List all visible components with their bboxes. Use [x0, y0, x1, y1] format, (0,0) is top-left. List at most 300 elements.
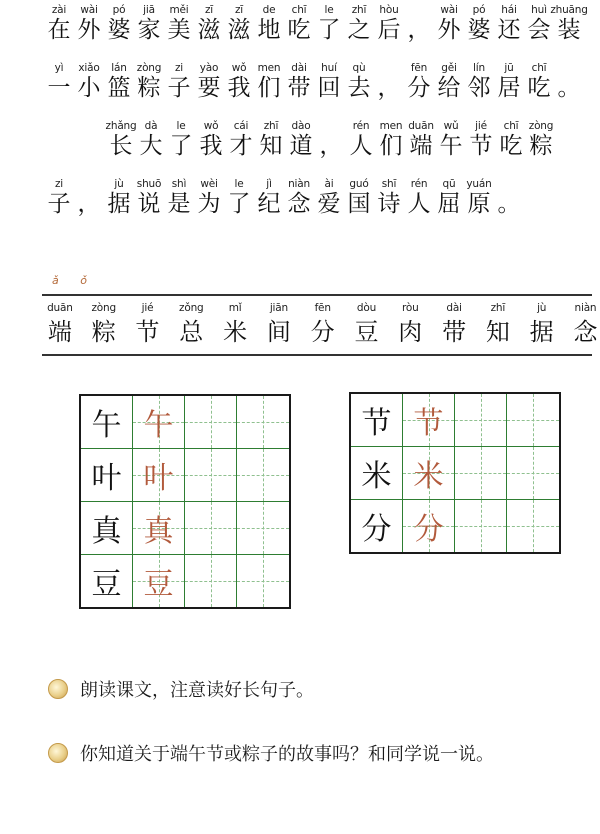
passage-token: [44, 62, 74, 102]
hanzi: 分: [310, 318, 335, 346]
hanzi: 为: [197, 191, 221, 217]
pinyin: le: [176, 120, 186, 132]
hanzi: 念: [573, 318, 598, 346]
practice-cell: [455, 500, 507, 552]
pinyin: zhī: [351, 4, 367, 16]
passage-token: [284, 4, 314, 44]
pinyin: wǒ: [203, 120, 219, 132]
hanzi: 据: [107, 191, 131, 217]
hanzi: 人: [349, 133, 373, 159]
hanzi: 美: [167, 17, 191, 43]
divider: [42, 294, 592, 296]
hanzi: ，: [319, 133, 343, 159]
hanzi: 后: [377, 17, 401, 43]
model-char-cell: [81, 449, 133, 501]
pinyin: dài: [291, 62, 307, 74]
hanzi: 诗: [377, 191, 401, 217]
model-char: 真: [91, 514, 122, 549]
practice-cell: [237, 449, 289, 501]
pinyin: zi: [174, 62, 184, 74]
hanzi: 在: [47, 17, 71, 43]
pinyin: jù: [114, 178, 124, 190]
vocabulary-word: [126, 300, 170, 348]
model-char: 分: [361, 512, 392, 547]
trace-char-cell: [133, 502, 185, 554]
passage-token: [74, 4, 104, 44]
passage-token: [404, 4, 434, 44]
hanzi: 知: [259, 133, 283, 159]
hanzi: 吃: [527, 75, 551, 101]
pinyin: huì: [531, 4, 547, 16]
passage-token: [404, 178, 434, 218]
passage-token: [314, 178, 344, 218]
passage-token: [164, 4, 194, 44]
pinyin: jié: [475, 120, 487, 132]
pinyin: zi: [54, 178, 64, 190]
hanzi: 吃: [499, 133, 523, 159]
grid-row: [81, 449, 289, 502]
hanzi: 外: [437, 17, 461, 43]
pinyin: shì: [171, 178, 187, 190]
hanzi: 邻: [467, 75, 491, 101]
grid-row: [351, 394, 559, 447]
pinyin: zhī: [490, 302, 506, 314]
hanzi: 们: [257, 75, 281, 101]
passage-token: [284, 62, 314, 102]
pinyin: wài: [440, 4, 458, 16]
hanzi: 是: [167, 191, 191, 217]
model-char: 豆: [91, 567, 122, 602]
model-char-cell: [81, 396, 133, 448]
pinyin: men: [379, 120, 403, 132]
hanzi: 婆: [467, 17, 491, 43]
pinyin: dà: [144, 120, 158, 132]
hanzi: 粽: [529, 133, 553, 159]
practice-cell: [185, 396, 237, 448]
pinyin: jié: [141, 302, 154, 314]
pinyin: pó: [112, 4, 126, 16]
pinyin: zī: [234, 4, 244, 16]
pinyin: jū: [504, 62, 514, 74]
vocabulary-word: [345, 300, 389, 348]
passage-token: [166, 120, 196, 160]
pinyin: yì: [54, 62, 64, 74]
passage-token: [74, 178, 104, 218]
hanzi: 地: [257, 17, 281, 43]
passage-token: [224, 178, 254, 218]
pinyin: wǔ: [443, 120, 459, 132]
practice-cell: [455, 447, 507, 499]
hanzi: 滋: [197, 17, 221, 43]
pinyin: zhuāng: [550, 4, 588, 16]
hanzi: 篮: [107, 75, 131, 101]
passage-line-2: [44, 62, 584, 102]
hanzi: 端: [409, 133, 433, 159]
pinyin: xiǎo: [78, 62, 100, 74]
passage-token: [134, 4, 164, 44]
pinyin: jù: [537, 302, 547, 314]
trace-char: 分: [413, 512, 444, 547]
pinyin: yuán: [466, 178, 492, 190]
pinyin: wài: [80, 4, 98, 16]
practice-cell: [237, 502, 289, 554]
passage-token: [254, 178, 284, 218]
passage-token: [224, 62, 254, 102]
trace-char-cell: [133, 555, 185, 607]
practice-cell: [185, 555, 237, 607]
pinyin: men: [257, 62, 281, 74]
trace-char: 节: [413, 406, 444, 441]
passage-token: [374, 62, 404, 102]
trace-char: 米: [413, 459, 444, 494]
passage-token: [466, 120, 496, 160]
hanzi: 粽: [137, 75, 161, 101]
passage-token: [104, 62, 134, 102]
instruction-text: 你知道关于端午节或粽子的故事吗？和同学说一说。: [80, 744, 494, 765]
practice-cell: [185, 449, 237, 501]
model-char: 午: [91, 408, 122, 443]
pinyin: niàn: [288, 178, 310, 190]
pinyin: jì: [266, 178, 272, 190]
passage-token: [106, 120, 136, 160]
pinyin: jiā: [143, 4, 155, 16]
passage-token: [226, 120, 256, 160]
vocabulary-word: [476, 300, 520, 348]
pinyin: zòng: [136, 62, 162, 74]
hanzi: 了: [227, 191, 251, 217]
trace-char: 真: [143, 514, 174, 549]
hanzi: 居: [497, 75, 521, 101]
vocabulary-word: [38, 300, 82, 348]
pinyin: zòng: [91, 302, 116, 314]
hanzi: 人: [407, 191, 431, 217]
hanzi: 要: [197, 75, 221, 101]
pinyin: pó: [472, 4, 486, 16]
hanzi: 节: [469, 133, 493, 159]
hanzi: 我: [199, 133, 223, 159]
pinyin: hòu: [379, 4, 399, 16]
pinyin: qū: [442, 178, 456, 190]
pinyin: chī: [503, 120, 519, 132]
passage-token: [434, 178, 464, 218]
pinyin: ròu: [401, 302, 419, 314]
passage-token: [194, 62, 224, 102]
passage-token: [286, 120, 316, 160]
passage-token: [164, 178, 194, 218]
passage-token: [314, 4, 344, 44]
passage-token: [254, 62, 284, 102]
hanzi: 婆: [107, 17, 131, 43]
pinyin: mǐ: [228, 302, 242, 314]
hanzi: 们: [379, 133, 403, 159]
hanzi: 午: [439, 133, 463, 159]
vocabulary-marks: [52, 274, 105, 287]
exercise-badge-icon: [48, 679, 68, 699]
passage-token: [436, 120, 466, 160]
hanzi: 滋: [227, 17, 251, 43]
passage-token: [224, 4, 254, 44]
writing-grid-right: [349, 392, 561, 554]
practice-cell: [507, 394, 559, 446]
pinyin: fēn: [314, 302, 331, 314]
model-char-cell: [351, 447, 403, 499]
passage-line-4: [44, 178, 524, 218]
trace-char: 叶: [143, 461, 174, 496]
pinyin: lán: [111, 62, 127, 74]
passage-token: [284, 178, 314, 218]
practice-cell: [507, 500, 559, 552]
passage-token: [526, 120, 556, 160]
pinyin: zī: [204, 4, 214, 16]
hanzi: 分: [407, 75, 431, 101]
pinyin: zhǎng: [105, 120, 137, 132]
practice-cell: [455, 394, 507, 446]
hanzi: 国: [347, 191, 371, 217]
hanzi: 外: [77, 17, 101, 43]
pinyin: zài: [51, 4, 67, 16]
pinyin: rén: [410, 178, 428, 190]
hanzi: 之: [347, 17, 371, 43]
passage-token: [194, 178, 224, 218]
hanzi: 纪: [257, 191, 281, 217]
hanzi: 米: [223, 318, 248, 346]
pinyin: dài: [446, 302, 462, 314]
hanzi: 我: [227, 75, 251, 101]
hanzi: 节: [135, 318, 160, 346]
hanzi: 总: [179, 318, 204, 346]
hanzi: 道: [289, 133, 313, 159]
hanzi: 念: [287, 191, 311, 217]
divider: [42, 354, 592, 356]
instruction-discuss: [48, 740, 494, 766]
trace-char-cell: [133, 449, 185, 501]
hanzi: 端: [47, 318, 72, 346]
trace-char: 午: [143, 408, 174, 443]
pinyin: zòng: [528, 120, 554, 132]
hanzi: ，: [407, 17, 431, 43]
pinyin: huí: [321, 62, 337, 74]
hanzi: 子: [47, 191, 71, 217]
passage-token: [524, 62, 554, 102]
passage-token: [554, 62, 584, 102]
passage-token: [404, 62, 434, 102]
hanzi: 给: [437, 75, 461, 101]
passage-token: [550, 4, 588, 44]
practice-cell: [237, 396, 289, 448]
pinyin: wǒ: [231, 62, 247, 74]
hanzi: 小: [77, 75, 101, 101]
vocabulary-word: [520, 300, 564, 348]
vocabulary-mark: ǒ: [80, 274, 87, 287]
hanzi: 吃: [287, 17, 311, 43]
passage-token: [104, 178, 134, 218]
hanzi: 一: [47, 75, 71, 101]
pinyin: dào: [291, 120, 311, 132]
pinyin: yào: [199, 62, 219, 74]
hanzi: 还: [497, 17, 521, 43]
pinyin: fēn: [410, 62, 428, 74]
practice-cell: [237, 555, 289, 607]
pinyin: duān: [47, 302, 73, 314]
pinyin: cái: [233, 120, 249, 132]
passage-token: [254, 4, 284, 44]
passage-line-3: [106, 120, 556, 160]
pinyin: qù: [352, 62, 366, 74]
vocabulary-mark: ǎ: [52, 274, 59, 287]
pinyin: hái: [501, 4, 517, 16]
vocabulary-word: [82, 300, 126, 348]
vocabulary-word: [213, 300, 257, 348]
grid-row: [81, 396, 289, 449]
model-char-cell: [351, 500, 403, 552]
pinyin: měi: [169, 4, 189, 16]
passage-token: [44, 4, 74, 44]
grid-row: [81, 502, 289, 555]
passage-token: [136, 120, 166, 160]
passage-token: [374, 4, 404, 44]
passage-token: [464, 4, 494, 44]
hanzi: 子: [167, 75, 191, 101]
pinyin: ài: [324, 178, 334, 190]
passage-token: [344, 4, 374, 44]
trace-char-cell: [403, 394, 455, 446]
hanzi: 了: [317, 17, 341, 43]
passage-token: [164, 62, 194, 102]
pinyin: le: [234, 178, 244, 190]
pinyin: gěi: [441, 62, 457, 74]
passage-line-1: [44, 4, 588, 44]
hanzi: 原: [467, 191, 491, 217]
grid-row: [351, 500, 559, 552]
pinyin: lín: [473, 62, 485, 74]
instruction-read-aloud: [48, 676, 314, 702]
pinyin: shī: [381, 178, 397, 190]
writing-grid-left: [79, 394, 291, 609]
hanzi: 大: [139, 133, 163, 159]
practice-cell: [507, 447, 559, 499]
passage-token: [434, 4, 464, 44]
passage-token: [494, 4, 524, 44]
passage-token: [434, 62, 464, 102]
passage-token: [494, 62, 524, 102]
hanzi: ，: [77, 191, 101, 217]
vocabulary-word: [169, 300, 213, 348]
passage-token: [316, 120, 346, 160]
model-char-cell: [351, 394, 403, 446]
hanzi: 爱: [317, 191, 341, 217]
grid-row: [81, 555, 289, 607]
hanzi: 间: [266, 318, 291, 346]
hanzi: 装: [557, 17, 581, 43]
passage-token: [494, 178, 524, 218]
trace-char-cell: [133, 396, 185, 448]
vocabulary-word: [388, 300, 432, 348]
pinyin: le: [324, 4, 334, 16]
passage-token: [376, 120, 406, 160]
exercise-badge-icon: [48, 743, 68, 763]
trace-char: 豆: [143, 567, 174, 602]
pinyin: dòu: [356, 302, 377, 314]
pinyin: zhī: [263, 120, 279, 132]
grid-row: [351, 447, 559, 500]
trace-char-cell: [403, 447, 455, 499]
vocabulary-word: [564, 300, 600, 348]
pinyin: jiān: [269, 302, 288, 314]
model-char: 米: [361, 459, 392, 494]
model-char: 节: [361, 406, 392, 441]
hanzi: ，: [377, 75, 401, 101]
model-char-cell: [81, 555, 133, 607]
model-char-cell: [81, 502, 133, 554]
hanzi: 带: [287, 75, 311, 101]
passage-token: [44, 178, 74, 218]
vocabulary-word: [257, 300, 301, 348]
hanzi: 会: [527, 17, 551, 43]
pinyin: guó: [349, 178, 369, 190]
practice-cell: [185, 502, 237, 554]
pinyin: rén: [352, 120, 370, 132]
hanzi: 粽: [91, 318, 116, 346]
hanzi: 知: [485, 318, 510, 346]
passage-token: [134, 62, 164, 102]
hanzi: 带: [442, 318, 467, 346]
passage-token: [346, 120, 376, 160]
model-char: 叶: [91, 461, 122, 496]
hanzi: 长: [109, 133, 133, 159]
hanzi: 豆: [354, 318, 379, 346]
passage-token: [104, 4, 134, 44]
instruction-text: 朗读课文，注意读好长句子。: [80, 680, 314, 701]
passage-token: [406, 120, 436, 160]
pinyin: duān: [408, 120, 434, 132]
hanzi: 据: [529, 318, 554, 346]
trace-char-cell: [403, 500, 455, 552]
passage-token: [74, 62, 104, 102]
passage-token: [194, 4, 224, 44]
passage-token: [256, 120, 286, 160]
passage-token: [196, 120, 226, 160]
hanzi: 屈: [437, 191, 461, 217]
passage-token: [344, 62, 374, 102]
pinyin: niàn: [574, 302, 597, 314]
pinyin: chī: [531, 62, 547, 74]
pinyin: zǒng: [179, 302, 204, 314]
vocabulary-list: [38, 300, 600, 348]
passage-token: [344, 178, 374, 218]
vocabulary-word: [432, 300, 476, 348]
hanzi: 。: [557, 75, 581, 101]
passage-token: [496, 120, 526, 160]
passage-token: [314, 62, 344, 102]
passage-token: [374, 178, 404, 218]
vocabulary-word: [301, 300, 345, 348]
hanzi: 了: [169, 133, 193, 159]
pinyin: shuō: [136, 178, 162, 190]
hanzi: 说: [137, 191, 161, 217]
passage-token: [464, 178, 494, 218]
pinyin: de: [262, 4, 276, 16]
hanzi: 家: [137, 17, 161, 43]
hanzi: 才: [229, 133, 253, 159]
passage-token: [134, 178, 164, 218]
hanzi: 回: [317, 75, 341, 101]
hanzi: 去: [347, 75, 371, 101]
passage-token: [464, 62, 494, 102]
pinyin: wèi: [200, 178, 218, 190]
hanzi: 肉: [398, 318, 423, 346]
pinyin: chī: [291, 4, 307, 16]
hanzi: 。: [497, 191, 521, 217]
